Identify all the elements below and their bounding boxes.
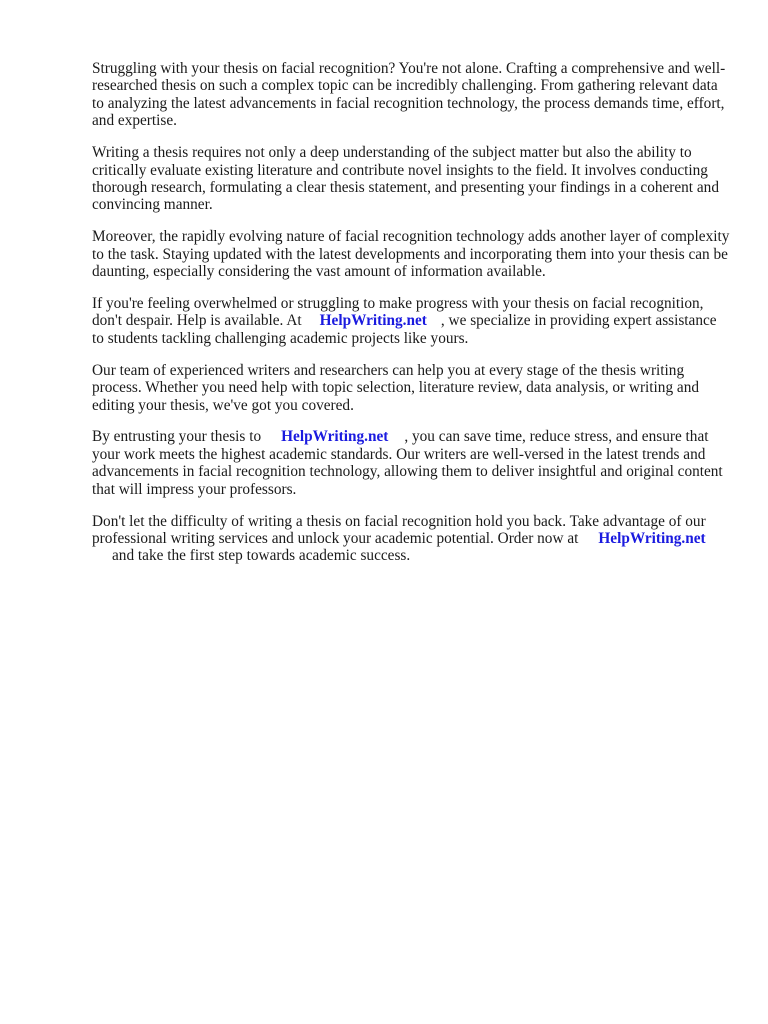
paragraph-closing-text-before: Don't let the difficulty of writing a thesis on facial recognition hold you back. Take advantage of our professional writing services and unlock your academic potential. Order now at — [92, 512, 706, 547]
paragraph-entrust-text-before: By entrusting your thesis to — [92, 428, 262, 446]
paragraph-requirements-text: Writing a thesis requires not only a deep understanding of the subject matter but also the ability to critically evaluate existing literature and contribute novel insights to the field. It involves conducting thorough research, formulating a clear thesis statement, and presenting your findings in a coherent and convincing manner. — [92, 144, 719, 214]
paragraph-requirements — [92, 144, 732, 214]
paragraph-complexity — [92, 228, 732, 280]
helpwriting-link-1[interactable]: HelpWriting.net — [319, 312, 427, 330]
paragraph-entrust-text-after: , you can save time, reduce stress, and ensure that your work meets the highest academic standards. Our writers are well-versed in the latest trends and advancements in facial recognition technology, allowing them to deliver insightful and original content that will impress your professors. — [92, 428, 723, 498]
paragraph-team-text: Our team of experienced writers and researchers can help you at every stage of the thesis writing process. Whether you need help with topic selection, literature review, data analysis, or writing and editing your thesis, we've got you covered. — [92, 361, 700, 414]
paragraph-help — [92, 295, 732, 347]
paragraph-help-text-after: , we specialize in providing expert assistance to students tackling challenging academic projects like yours. — [92, 312, 717, 347]
paragraph-intro — [92, 60, 732, 130]
paragraph-intro-text: Struggling with your thesis on facial recognition? You're not alone. Crafting a comprehensive and well-researched thesis on such a complex topic can be incredibly challenging. From gathering relevant data to analyzing the latest advancements in facial recognition technology, the process demands time, effort, and expertise. — [92, 60, 726, 130]
helpwriting-link-3[interactable]: HelpWriting.net — [598, 529, 706, 547]
paragraph-help-text-before: If you're feeling overwhelmed or struggling to make progress with your thesis on facial recognition, don't despair. Help is available. At — [92, 294, 704, 330]
document-page — [92, 60, 732, 579]
paragraph-team — [92, 362, 732, 414]
paragraph-complexity-text: Moreover, the rapidly evolving nature of facial recognition technology adds another layer of complexity to the task. Staying updated with the latest developments and incorporating them into your thesis can be daunting, especially considering the vast amount of information available. — [92, 228, 730, 281]
paragraph-closing — [92, 513, 732, 565]
paragraph-entrust — [92, 428, 732, 498]
paragraph-closing-text-after: and take the first step towards academic success. — [112, 547, 411, 565]
helpwriting-link-2[interactable]: HelpWriting.net — [281, 428, 389, 446]
